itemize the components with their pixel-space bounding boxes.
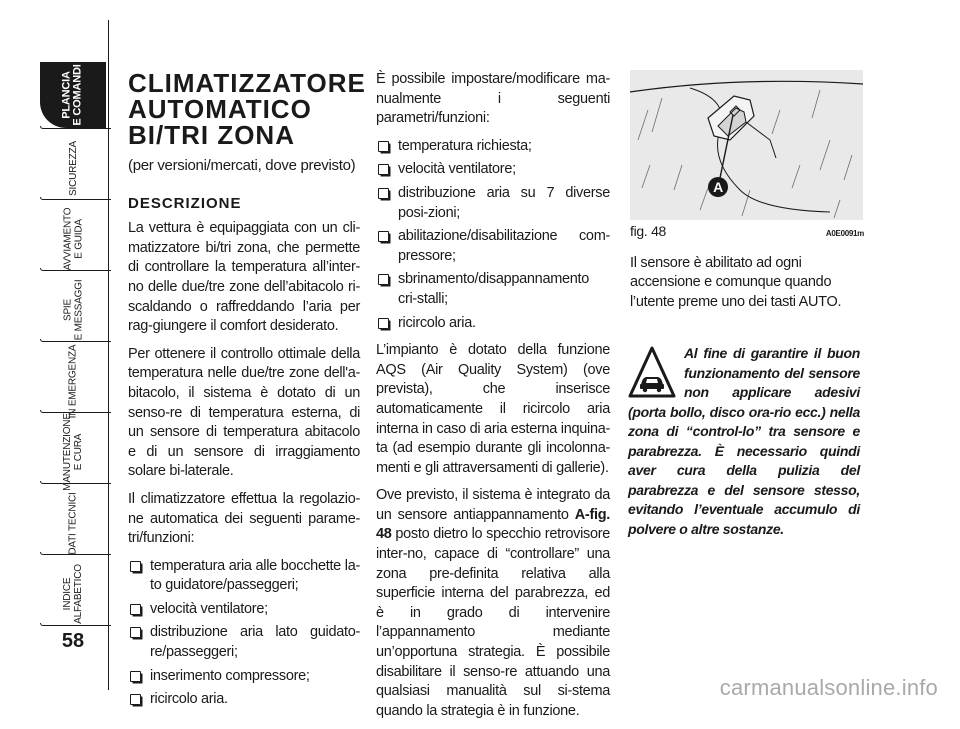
- list-item: temperatura richiesta;: [376, 137, 610, 157]
- tab-dati-tecnici[interactable]: DATI TECNICI: [67, 491, 79, 555]
- paragraph: È possibile impostare/modificare ma-nualmente i seguenti parametri/funzioni:: [376, 71, 610, 127]
- paragraph: Il climatizzatore effettua la regolazio-ne automatica dei seguenti parame-tri/funzioni:: [128, 490, 360, 547]
- tab-avviamento-e-guida[interactable]: AVVIAMENTO E GUIDA: [62, 207, 84, 271]
- paragraph: Il sensore è abilitato ad ogni accensione e comunque quando l’utente preme uno dei tasti AUTO.: [630, 254, 842, 310]
- list-item: velocità ventilatore;: [128, 600, 360, 620]
- tab-divider: [40, 339, 111, 342]
- list-item: distribuzione aria su 7 diverse posi-zioni;: [376, 184, 610, 223]
- list-item: distribuzione aria lato guidato-re/passeggeri;: [128, 623, 360, 662]
- tab-plancia-e-comandi[interactable]: PLANCIA E COMANDI: [40, 62, 106, 128]
- callout-a: A: [713, 179, 723, 195]
- list-item: velocità ventilatore;: [376, 160, 610, 180]
- list-item: temperatura aria alle bocchette la-to guidatore/passeggeri;: [128, 557, 360, 596]
- warning-car-icon: [628, 346, 676, 400]
- paragraph: L’impianto è dotato della funzione AQS (Air Quality System) (ove prevista), che inserisce automaticamente il ricircolo aria interna in caso di aria esterna inquina-ta (ad esempio durante gli incolonna-menti e gli attraversamenti di gallerie).: [376, 342, 610, 476]
- column-1: [128, 68, 366, 718]
- list-item: abilitazione/disabilitazione com-pressore;: [376, 227, 610, 266]
- list-item: ricircolo aria.: [376, 314, 610, 334]
- page-number: 58: [61, 630, 85, 652]
- tab-indice-alfabetico[interactable]: INDICE ALFABETICO: [62, 564, 84, 624]
- tab-sicurezza[interactable]: SICUREZZA: [67, 140, 79, 196]
- figure-reference-link[interactable]: A-fig. 48: [376, 506, 610, 543]
- column-3: [630, 70, 864, 320]
- page-title: CLIMATIZZATORE AUTOMATICO BI/TRI ZONA: [128, 68, 366, 150]
- windshield-sensor-drawing: [630, 70, 863, 220]
- page-subtitle: (per versioni/mercati, dove previsto): [128, 157, 356, 174]
- tab-in-emergenza[interactable]: IN EMERGENZA: [67, 344, 79, 418]
- list-item: inserimento compressore;: [128, 667, 360, 687]
- tab-manutenzione-e-cura[interactable]: MANUTENZIONE E CURA: [62, 413, 85, 491]
- tab-divider: [40, 552, 111, 555]
- paragraph: Ove previsto, il sistema è integrato da un sensore antiappannamento A-fig. 48 posto dietro lo specchio retrovisore inter-no, capace di “controllare” una zona pre-definita relativa alla superficie interna del parabrezza, ed è in grado di intervenire l’appannamento mediante un’opportuna strategia. È possibile disabilitare il senso-re attuando una qualsiasi manualità sul si-stema quando la strategia è in funzione.: [376, 487, 610, 719]
- sidebar-rule: [108, 20, 109, 690]
- tab-divider: [40, 126, 111, 129]
- tab-divider: [40, 623, 111, 626]
- auto-functions-list: [128, 557, 360, 710]
- list-item: sbrinamento/disappannamento cri-stalli;: [376, 270, 610, 309]
- tab-divider: [40, 268, 111, 271]
- paragraph: Per ottenere il controllo ottimale della temperatura nelle due/tre zone dell'a-bitacolo, il sistema è dotato di un senso-re di temperatura esterna, di un sensore di temperatura abitacolo e di un sensore di irraggiamento solare bi-laterale.: [128, 345, 360, 480]
- chapter-sidebar: [0, 0, 110, 709]
- tab-divider: [40, 481, 111, 484]
- watermark: carmanualsonline.info: [719, 675, 938, 700]
- manual-functions-list: [376, 137, 610, 333]
- warning-box: Al fine di garantire il buon funzionamento del sensore non applicare adesivi (porta bollo, disco ora-rio ecc.) nella zona di “control-lo” tra sensore e parabrezza. È necessario quindi aver cura della pulizia del parabrezza e del sensore stesso, evitando l’eventuale accumulo di polvere o altre sostanze.: [628, 345, 860, 537]
- list-item: ricircolo aria.: [128, 690, 360, 710]
- tab-divider: [40, 197, 111, 200]
- section-title: DESCRIZIONE: [128, 194, 242, 212]
- figure-caption: fig. 48 A0E0091m: [630, 223, 864, 239]
- paragraph: La vettura è equipaggiata con un cli-matizzatore bi/tri zona, che permette di controllare la temperatura all’inter-no delle due/tre zone dell’abitacolo ri-scaldando o raffreddando l’aria per rag-giungere il comfort desiderato.: [128, 220, 360, 335]
- tab-spie-e-messaggi[interactable]: SPIE E MESSAGGI: [61, 279, 84, 341]
- sensor-illustration: [630, 70, 863, 220]
- column-2: [376, 70, 610, 729]
